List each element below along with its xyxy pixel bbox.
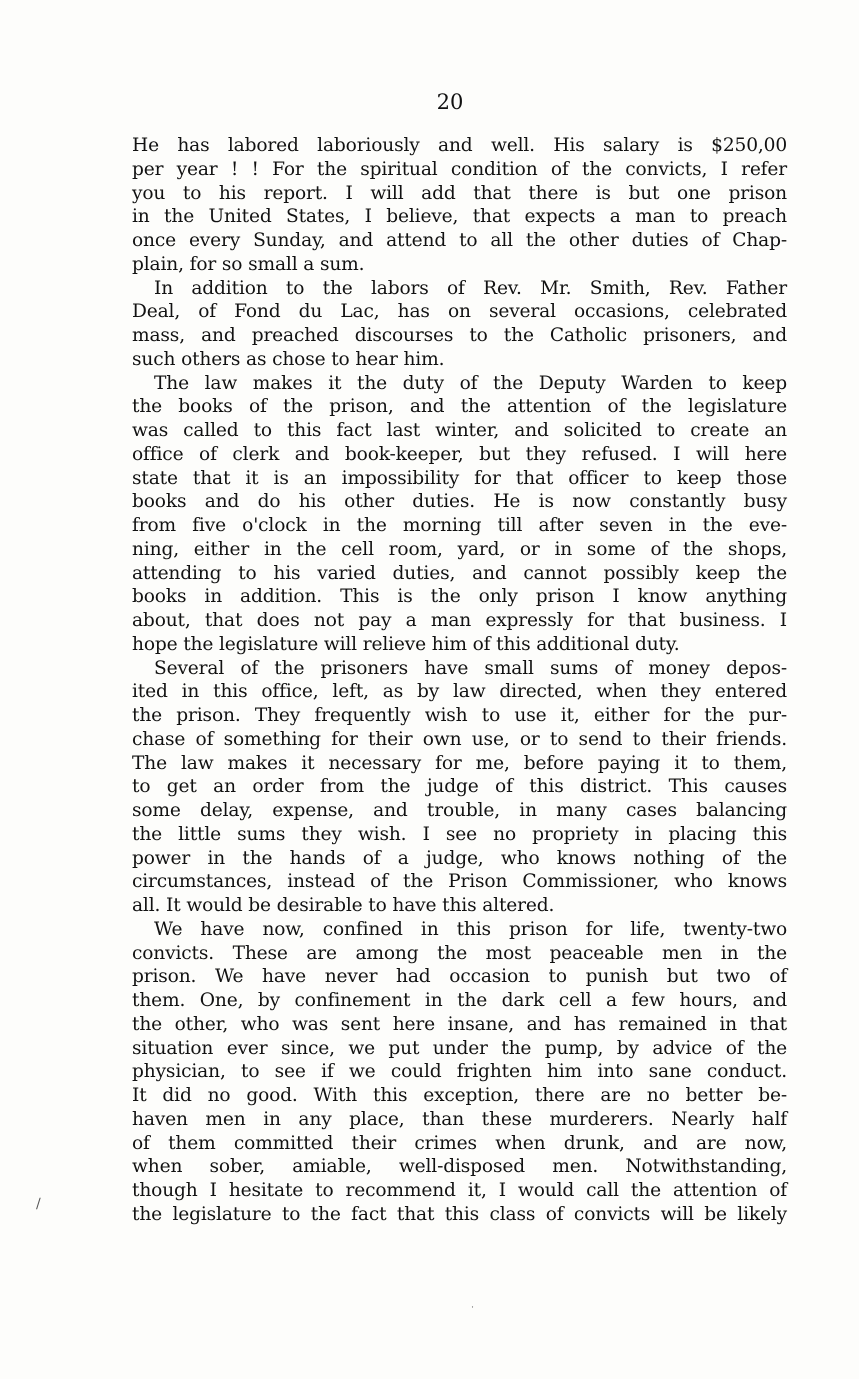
text-line: attending to his varied duties, and cannot possibly keep the — [132, 562, 787, 584]
text-line: the little sums they wish. I see no propriety in placing this — [132, 823, 787, 845]
text-line: per year ! ! For the spiritual condition of the convicts, I refer — [132, 158, 787, 180]
margin-mark: ˙ — [470, 1306, 475, 1317]
text-line: when sober, amiable, well-disposed men. Notwithstanding, — [132, 1156, 787, 1178]
text-line: haven men in any place, than these murderers. Nearly half — [132, 1108, 787, 1130]
text-line: In addition to the labors of Rev. Mr. Smith, Rev. Father — [154, 277, 787, 299]
text-line: Several of the prisoners have small sums of money depos- — [154, 657, 787, 679]
text-line: ning, either in the cell room, yard, or in some of the shops, — [132, 538, 787, 560]
text-line: The law makes it the duty of the Deputy Warden to keep — [154, 372, 787, 394]
text-line: once every Sunday, and attend to all the other duties of Chap- — [132, 230, 787, 251]
text-line: plain, for so small a sum. — [132, 253, 365, 275]
text-line: prison. We have never had occasion to punish but two of — [132, 966, 787, 988]
text-line: He has labored laboriously and well. His salary is $250,00 — [132, 135, 787, 156]
text-line: some delay, expense, and trouble, in many cases balancing — [132, 800, 787, 821]
text-line: though I hesitate to recommend it, I would call the attention of — [132, 1180, 787, 1201]
text-line: in the United States, I believe, that expects a man to preach — [132, 206, 787, 228]
text-line: convicts. These are among the most peaceable men in the — [132, 942, 787, 964]
text-line: office of clerk and book-keeper, but they refused. I will here — [132, 443, 787, 465]
text-line: Deal, of Fond du Lac, has on several occasions, celebrated — [132, 301, 787, 323]
text-line: physician, to see if we could frighten him into sane conduct. — [132, 1061, 787, 1083]
text-line: you to his report. I will add that there is but one prison — [132, 182, 787, 204]
text-line: We have now, confined in this prison for life, twenty-two — [154, 918, 787, 940]
text-line: books in addition. This is the only prison I know anything — [132, 586, 787, 608]
body-text — [132, 134, 787, 1227]
text-line: of them committed their crimes when drunk, and are now, — [132, 1132, 787, 1154]
page-number: 20 — [436, 90, 464, 114]
text-line: from five o'clock in the morning till after seven in the eve- — [132, 515, 787, 536]
text-line: The law makes it necessary for me, before paying it to them, — [132, 752, 787, 774]
margin-mark: ∕ — [36, 1196, 41, 1212]
text-line: about, that does not pay a man expressly for that business. I — [132, 610, 787, 631]
text-line: books and do his other duties. He is now constantly busy — [132, 491, 787, 513]
text-line: power in the hands of a judge, who knows nothing of the — [132, 847, 787, 869]
text-line: the legislature to the fact that this class of convicts will be likely — [132, 1203, 787, 1225]
text-line: them. One, by confinement in the dark cell a few hours, and — [132, 990, 787, 1011]
text-line: was called to this fact last winter, and solicited to create an — [132, 420, 787, 441]
text-line: It did no good. With this exception, there are no better be- — [132, 1085, 787, 1106]
text-line: all. It would be desirable to have this altered. — [132, 895, 555, 916]
text-line: the prison. They frequently wish to use it, either for the pur- — [132, 705, 787, 726]
text-line: mass, and preached discourses to the Catholic prisoners, and — [132, 325, 787, 346]
text-line: situation ever since, we put under the pump, by advice of the — [132, 1037, 787, 1059]
text-line: state that it is an impossibility for that officer to keep those — [132, 467, 787, 489]
text-line: hope the legislature will relieve him of this additional duty. — [132, 633, 680, 655]
text-line: chase of something for their own use, or to send to their friends. — [132, 728, 787, 750]
text-line: ited in this office, left, as by law directed, when they entered — [132, 681, 787, 703]
text-line: the books of the prison, and the attention of the legislature — [132, 396, 787, 418]
text-line: the other, who was sent here insane, and has remained in that — [132, 1013, 787, 1035]
text-line: to get an order from the judge of this district. This causes — [132, 776, 787, 798]
text-line: such others as chose to hear him. — [132, 348, 445, 370]
text-line: circumstances, instead of the Prison Commissioner, who knows — [132, 871, 787, 893]
